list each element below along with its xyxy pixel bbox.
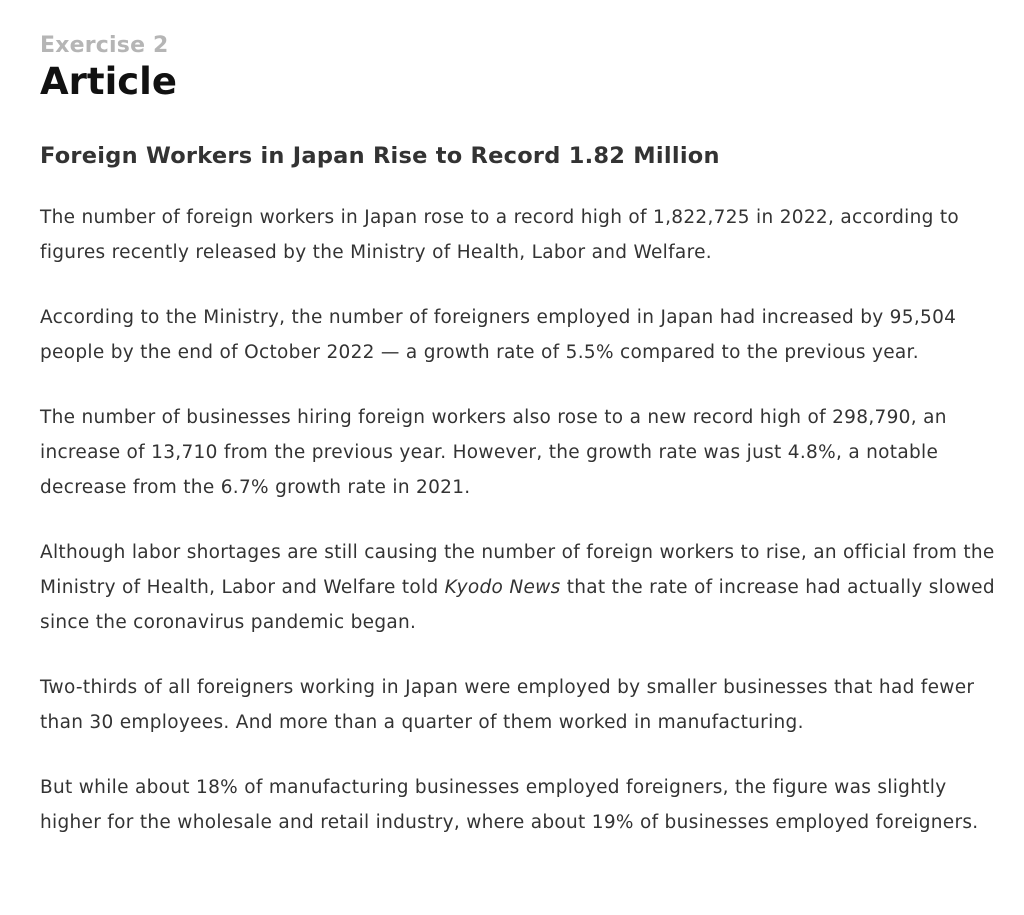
article-paragraph-4 [40, 535, 1000, 640]
article-paragraph-4-text-after: that the rate of increase had actually slowed since the coronavirus pandemic began. [40, 577, 995, 633]
exercise-label: Exercise 2 [40, 33, 169, 58]
page-title: Article [40, 60, 177, 103]
article-body [40, 200, 995, 840]
article-paragraph-1: The number of foreign workers in Japan rose to a record high of 1,822,725 in 2022, according to figures recently released by the Ministry of Health, Labor and Welfare. [40, 207, 960, 263]
publication-name: Kyodo News [444, 577, 561, 598]
article-paragraph-3: The number of businesses hiring foreign workers also rose to a new record high of 298,790, an increase of 13,710 from the previous year. However, the growth rate was just 4.8%, a notable decrease from the 6.7% growth rate in 2021. [40, 407, 947, 498]
article-paragraph-6: But while about 18% of manufacturing businesses employed foreigners, the figure was slightly higher for the wholesale and retail industry, where about 19% of businesses employed foreigners. [40, 777, 979, 833]
article-paragraph-4-text-before: Although labor shortages are still causing the number of foreign workers to rise, an official from the Ministry of Health, Labor and Welfare told [40, 542, 995, 598]
article-headline: Foreign Workers in Japan Rise to Record 1.82 Million [40, 143, 720, 169]
article-paragraph-5: Two-thirds of all foreigners working in Japan were employed by smaller businesses that had fewer than 30 employees. And more than a quarter of them worked in manufacturing. [40, 677, 975, 733]
article-paragraph-2: According to the Ministry, the number of foreigners employed in Japan had increased by 95,504 people by the end of October 2022 — a growth rate of 5.5% compared to the previous year. [40, 307, 957, 363]
